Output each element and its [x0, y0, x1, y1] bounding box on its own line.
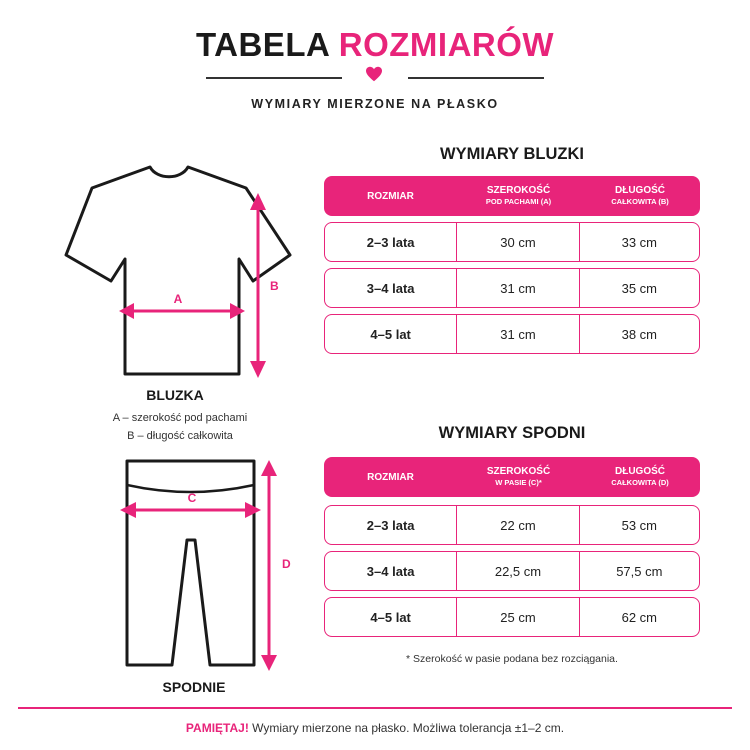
- cell-width: 25 cm: [457, 598, 579, 636]
- cell-size: 4–5 lat: [325, 598, 457, 636]
- footer-reminder: [0, 721, 750, 735]
- table-row: [324, 314, 700, 354]
- cell-width: 31 cm: [457, 269, 579, 307]
- reminder-text: Wymiary mierzone na płasko. Możliwa tolerancja ±1–2 cm.: [248, 721, 565, 735]
- title-rule-right: [408, 77, 544, 79]
- legend-b: B – długość całkowita: [127, 430, 233, 442]
- cell-size: 3–4 lata: [325, 552, 457, 590]
- footer-rule: [18, 707, 732, 709]
- pants-footnote: * Szerokość w pasie podana bez rozciągania.: [406, 653, 618, 665]
- cell-size: 4–5 lat: [325, 315, 457, 353]
- page-title: [0, 26, 750, 64]
- header-length: DŁUGOŚĆ CAŁKOWITA (D): [611, 466, 669, 487]
- cell-size: 2–3 lata: [325, 223, 457, 261]
- table-row: [324, 222, 700, 262]
- page-subtitle: WYMIARY MIERZONE NA PŁASKO: [251, 97, 499, 111]
- cell-length: 53 cm: [621, 517, 658, 533]
- shirt-label: BLUZKA: [146, 387, 204, 403]
- shirt-table-header: [324, 176, 700, 216]
- header-length: DŁUGOŚĆ CAŁKOWITA (B): [611, 185, 669, 206]
- header-width: SZEROKOŚĆ W PASIE (C)*: [486, 466, 551, 487]
- cell-width: 31 cm: [457, 315, 579, 353]
- cell-size: 3–4 lata: [325, 269, 457, 307]
- heart-icon: [365, 66, 383, 82]
- pants-diagram: [110, 455, 310, 675]
- table-row: [324, 551, 700, 591]
- shirt-legend: [60, 409, 300, 445]
- reminder-strong: PAMIĘTAJ!: [185, 721, 249, 735]
- table-row: [324, 268, 700, 308]
- label-b: B: [270, 279, 279, 293]
- shirt-section-title: WYMIARY BLUZKI: [440, 145, 584, 163]
- title-dark: TABELA: [195, 26, 330, 63]
- header-size: ROZMIAR: [367, 190, 414, 202]
- legend-a: A – szerokość pod pachami: [112, 412, 248, 424]
- cell-width: 30 cm: [457, 223, 579, 261]
- tshirt-diagram: [60, 160, 300, 385]
- cell-length: 33 cm: [621, 234, 658, 250]
- cell-width: 22,5 cm: [457, 552, 579, 590]
- header-width: SZEROKOŚĆ POD PACHAMI (A): [485, 185, 552, 206]
- label-a: A: [173, 292, 183, 306]
- measure-d-arrow: [261, 460, 277, 671]
- cell-length: 35 cm: [621, 280, 658, 296]
- label-d: D: [282, 557, 291, 571]
- table-row: [324, 505, 700, 545]
- pants-section-title: WYMIARY SPODNI: [438, 424, 586, 442]
- pants-table-header: [324, 457, 700, 497]
- table-row: [324, 597, 700, 637]
- cell-length: 62 cm: [621, 609, 658, 625]
- cell-length: 38 cm: [621, 326, 658, 342]
- label-c: C: [187, 491, 197, 505]
- header-size: ROZMIAR: [367, 471, 414, 483]
- measure-b-arrow: [250, 193, 266, 378]
- pants-label: SPODNIE: [162, 679, 226, 695]
- cell-width: 22 cm: [457, 506, 579, 544]
- cell-length: 57,5 cm: [616, 563, 663, 579]
- title-rule-left: [206, 77, 342, 79]
- cell-size: 2–3 lata: [325, 506, 457, 544]
- title-accent: ROZMIARÓW: [338, 26, 555, 63]
